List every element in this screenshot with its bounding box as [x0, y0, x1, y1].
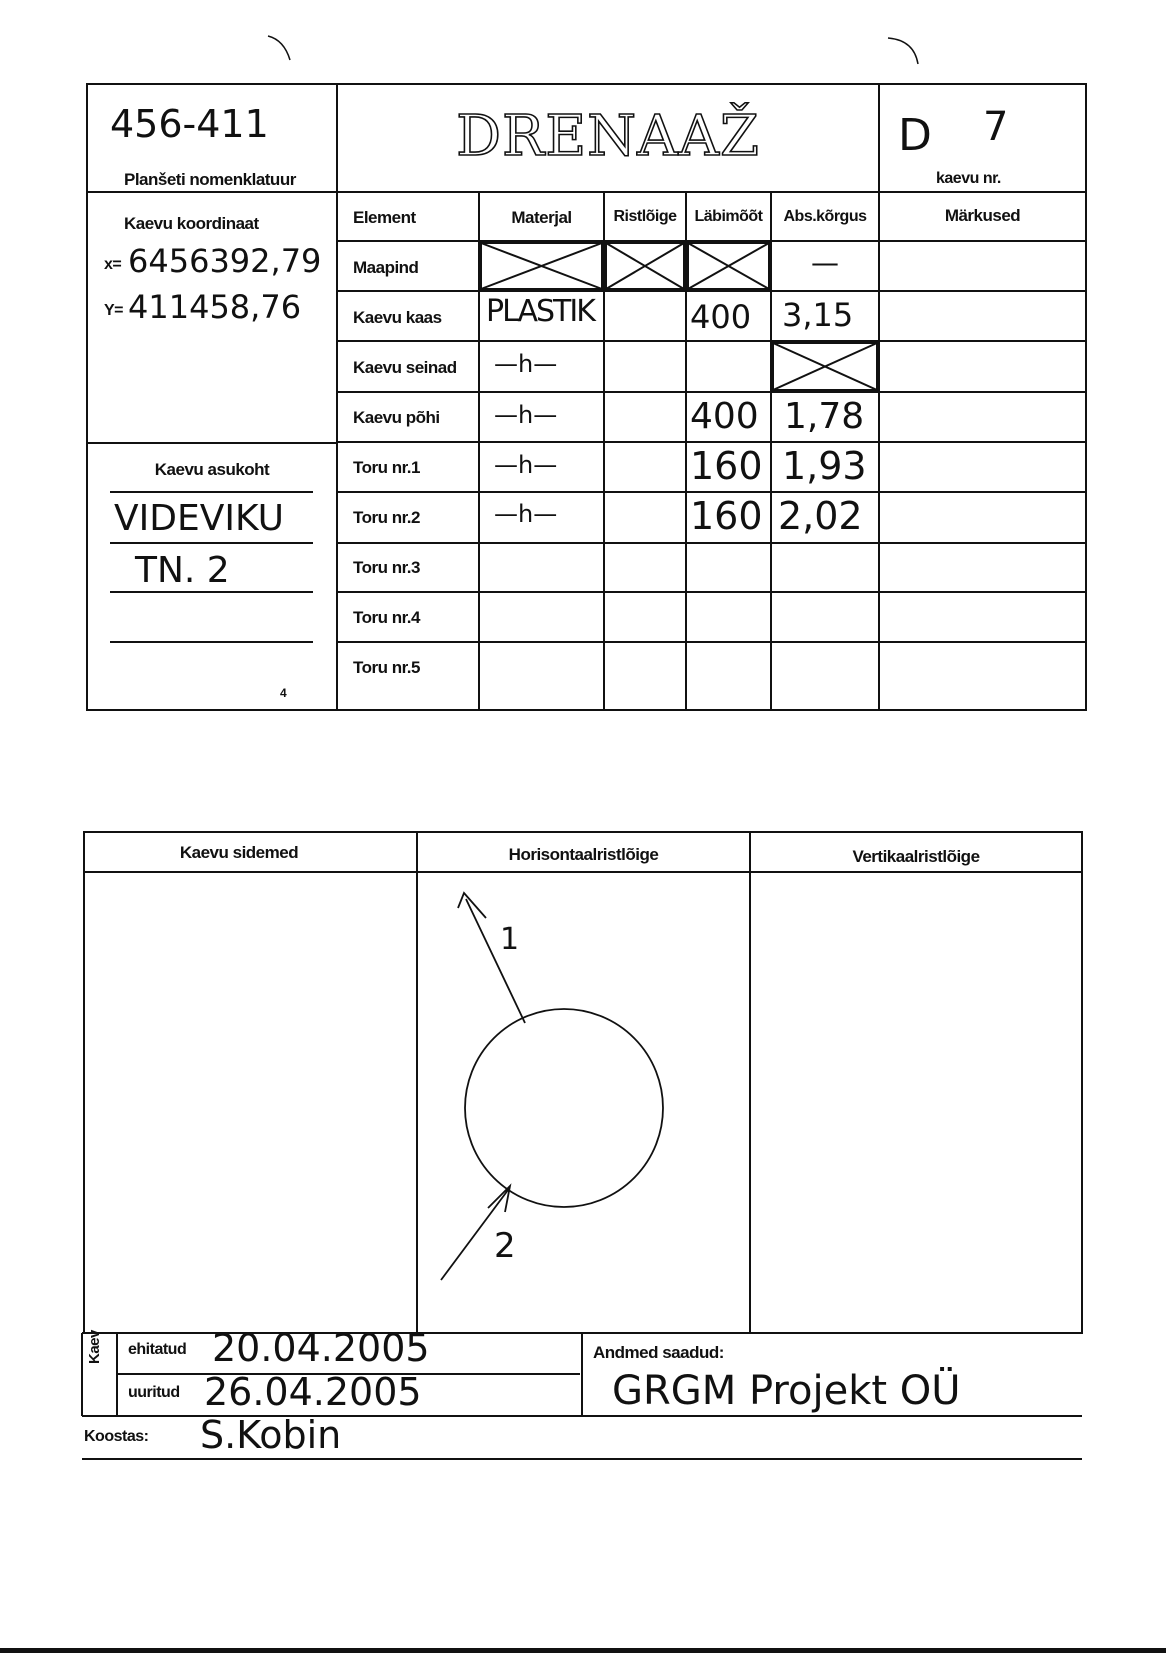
toru1-diameter: 160: [690, 444, 763, 488]
col-horizontal-header: Horisontaalristlõige: [508, 845, 659, 864]
built-label: ehitatud: [128, 1341, 187, 1358]
row-element: Toru nr.2: [353, 508, 420, 527]
seinad-material: —h—: [494, 350, 558, 378]
pohi-material: —h—: [494, 401, 558, 429]
col-vertical-header: Vertikaalristlõige: [852, 847, 980, 866]
lower-form-frame: [84, 832, 1082, 1333]
pohi-diameter: 400: [690, 396, 759, 437]
plan-number-label: Planšeti nomenklatuur: [124, 170, 296, 189]
pipe2-label: 2: [494, 1226, 516, 1266]
pipe1-arrow: [458, 893, 525, 1023]
maapind-elevation: —: [811, 246, 839, 279]
col-ties-header: Kaevu sidemed: [179, 843, 299, 862]
corner-mark-left: [268, 36, 290, 60]
well-side-label: Kaev: [86, 1330, 103, 1364]
x-prefix: x=: [104, 256, 122, 273]
location-line1: VIDEVIKU: [114, 498, 284, 539]
plan-number: 456-411: [110, 102, 269, 146]
header-elevation: Abs.kõrgus: [783, 208, 867, 225]
location-label: Kaevu asukoht: [154, 460, 270, 479]
page-title: DRENAAŽ: [456, 104, 760, 169]
scan-edge: [0, 1648, 1166, 1653]
well-circle: [465, 1009, 663, 1207]
built-date: 20.04.2005: [212, 1326, 430, 1370]
location-line2: TN. 2: [135, 550, 230, 591]
coordinate-x: 6456392,79: [128, 242, 322, 280]
kaas-elevation: 3,15: [782, 296, 854, 334]
well-number-label: kaevu nr.: [936, 170, 1001, 187]
toru2-material: —h—: [494, 500, 558, 528]
row-element: Toru nr.4: [353, 608, 420, 627]
header-cross-section: Ristlõige: [613, 208, 677, 225]
toru1-material: —h—: [494, 451, 558, 479]
toru2-diameter: 160: [690, 494, 763, 538]
well-id-letter: D: [898, 110, 932, 161]
well-number: 7: [983, 104, 1009, 150]
corner-mark-right: [888, 38, 918, 64]
data-source-label: Andmed saadud:: [593, 1343, 724, 1362]
row-element: Toru nr.5: [353, 658, 420, 677]
coordinates-label: Kaevu koordinaat: [124, 214, 259, 233]
row-element: Maapind: [353, 258, 419, 277]
row-element: Kaevu põhi: [353, 408, 440, 427]
surveyed-date: 26.04.2005: [204, 1370, 422, 1414]
row-element: Kaevu seinad: [353, 358, 457, 377]
data-source: GRGM Projekt OÜ: [612, 1368, 961, 1414]
row-element: Toru nr.3: [353, 558, 420, 577]
toru1-elevation: 1,93: [782, 444, 867, 488]
surveyed-label: uuritud: [128, 1384, 180, 1401]
pipe1-label: 1: [500, 922, 520, 957]
compiled-by: S.Kobin: [200, 1413, 342, 1457]
header-material: Materjal: [511, 208, 572, 227]
kaas-diameter: 400: [690, 298, 752, 336]
row-element: Kaevu kaas: [353, 308, 442, 327]
toru2-elevation: 2,02: [778, 494, 863, 538]
row-element: Toru nr.1: [353, 458, 420, 477]
y-prefix: Y=: [104, 302, 124, 319]
header-element: Element: [353, 208, 416, 227]
header-notes: Märkused: [944, 206, 1021, 225]
coordinate-y: 411458,76: [128, 288, 302, 326]
cross-section-drawing: [441, 893, 663, 1280]
header-diameter: Läbimõõt: [694, 208, 763, 225]
compiled-label: Koostas:: [84, 1428, 149, 1445]
location-mark: 4: [280, 686, 287, 700]
pohi-elevation: 1,78: [784, 396, 865, 437]
kaas-material: PLASTIK: [486, 294, 594, 329]
